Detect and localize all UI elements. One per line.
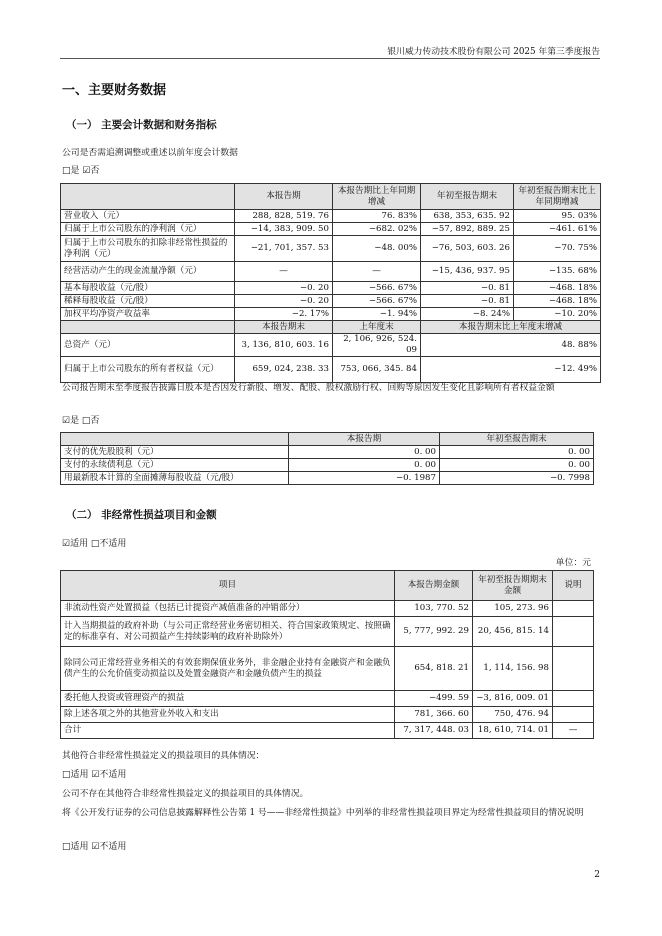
header-cell: 本报告期 (289, 433, 440, 446)
header-cell: 年初至报告期末比上年同期增减 (514, 184, 601, 210)
cell-value: 103, 770. 52 (395, 601, 473, 617)
cell-value: — (333, 262, 421, 282)
subsection-title-1: （一） 主要会计数据和财务指标 (66, 119, 217, 131)
cell-value: 638, 353, 635. 92 (421, 210, 514, 223)
cell-value (553, 617, 594, 647)
cell-value: −0. 81 (421, 295, 514, 308)
cell-value: −76, 503, 603. 26 (421, 236, 514, 262)
restate-question: 公司是否需追溯调整或重述以前年度会计数据 (62, 148, 238, 158)
cell-value: 3, 136, 810, 603. 16 (235, 334, 333, 357)
other-items-choice: □适用 ☑不适用 (62, 770, 127, 780)
row-label: 合计 (61, 723, 395, 739)
table-row (61, 357, 601, 383)
table-subheader-row (61, 321, 601, 334)
unit-label: 单位：元 (555, 558, 591, 568)
table-header-row (61, 184, 601, 210)
cell-value: −15, 436, 937. 95 (421, 262, 514, 282)
row-label: 稀释每股收益（元/股） (61, 295, 235, 308)
header-cell: 本报告期比上年同期增减 (333, 184, 421, 210)
cell-value: 654, 818. 21 (395, 647, 473, 691)
row-label: 归属于上市公司股东的净利润（元） (61, 223, 235, 236)
page-number: 2 (594, 870, 600, 880)
cell-value (553, 647, 594, 691)
cell-value: 0. 00 (289, 446, 440, 459)
row-label: 支付的优先股股利（元） (61, 446, 289, 459)
other-items-note: 其他符合非经常性损益定义的损益项目的具体情况： (62, 751, 265, 761)
table-row (61, 295, 601, 308)
row-label: 支付的永续债利息（元） (61, 459, 289, 472)
cell-value: −0. 1987 (289, 472, 440, 485)
cell-value: −70. 75% (514, 236, 601, 262)
cell-value: −135. 68% (514, 262, 601, 282)
cell-value: 5, 777, 992. 29 (395, 617, 473, 647)
cell-value: −468. 18% (514, 282, 601, 295)
cell-value: 0. 00 (289, 459, 440, 472)
table-row-total (61, 723, 594, 739)
cell-value: −14, 383, 909. 50 (235, 223, 333, 236)
header-cell (61, 321, 235, 334)
cell-value (553, 691, 594, 707)
cell-value: 659, 024, 238. 33 (235, 357, 333, 383)
header-cell (61, 184, 235, 210)
non-recurring-table (60, 570, 594, 739)
row-label: 除同公司正常经营业务相关的有效套期保值业务外，非金融企业持有金融资产和金融负债产生的公允价值变动损益以及处置金融资产和金融负债产生的损益 (61, 647, 395, 691)
cell-value: −0. 7998 (440, 472, 594, 485)
restate-choice: □是 ☑否 (62, 166, 100, 176)
header-cell: 项目 (61, 571, 395, 601)
report-title: 银川威力传动技术股份有限公司 2025 年第三季度报告 (387, 47, 600, 57)
cell-value: — (235, 262, 333, 282)
row-label: 用最新股本计算的全面摊薄每股收益（元/股） (61, 472, 289, 485)
cell-value: 95. 03% (514, 210, 601, 223)
cell-value: −48. 00% (333, 236, 421, 262)
reclassification-choice: □适用 ☑不适用 (62, 842, 127, 852)
cell-value: 0. 00 (440, 459, 594, 472)
header-cell (61, 433, 289, 446)
cell-value: −499. 59 (395, 691, 473, 707)
header-cell: 本报告期末 (235, 321, 333, 334)
row-label: 经营活动产生的现金流量净额（元） (61, 262, 235, 282)
share-change-choice: ☑是 □否 (62, 416, 100, 426)
share-change-question: 公司报告期末至季度报告披露日股本是否因发行新股、增发、配股、股权激励行权、回购等原因发生变化且影响所有者权益金额 (62, 383, 555, 393)
table-row (61, 707, 594, 723)
cell-value: 0. 00 (440, 446, 594, 459)
applicable-choice: ☑适用 □不适用 (62, 539, 127, 549)
table-row (61, 223, 601, 236)
cell-value: 76. 83% (333, 210, 421, 223)
header-cell: 年初至报告期末 (440, 433, 594, 446)
header-cell: 上年度末 (333, 321, 421, 334)
cell-value: −12. 49% (421, 357, 601, 383)
table-header-row (61, 433, 594, 446)
cell-value: 2, 106, 926, 524. 09 (333, 334, 421, 357)
header-cell: 本报告期末比上年度末增减 (421, 321, 601, 334)
cell-value: 288, 828, 519. 76 (235, 210, 333, 223)
financial-indicators-table (60, 183, 601, 383)
cell-value: 105, 273. 96 (473, 601, 553, 617)
row-label: 营业收入（元） (61, 210, 235, 223)
cell-value: −682. 02% (333, 223, 421, 236)
cell-value: −0. 20 (235, 282, 333, 295)
cell-value: 18, 610, 714. 01 (473, 723, 553, 739)
row-label: 计入当期损益的政府补助（与公司正常经营业务密切相关、符合国家政策规定、按照确定的标准享有、对公司损益产生持续影响的政府补助除外） (61, 617, 395, 647)
cell-value: −461. 61% (514, 223, 601, 236)
cell-value: −0. 20 (235, 295, 333, 308)
header-cell: 本报告期 (235, 184, 333, 210)
cell-value (553, 707, 594, 723)
cell-value: −21, 701, 357. 53 (235, 236, 333, 262)
header-cell: 说明 (553, 571, 594, 601)
header-cell: 年初至报告期期末金额 (473, 571, 553, 601)
table-row (61, 459, 594, 472)
table-header-row (61, 571, 594, 601)
cell-value: −8. 24% (421, 308, 514, 321)
row-label: 归属于上市公司股东的扣除非经常性损益的净利润（元） (61, 236, 235, 262)
cell-value: −0. 81 (421, 282, 514, 295)
table-row (61, 262, 601, 282)
table-row (61, 446, 594, 459)
cell-value: 1, 114, 156. 98 (473, 647, 553, 691)
cell-value: — (553, 723, 594, 739)
section-title: 一、主要财务数据 (62, 83, 167, 98)
page-header (60, 42, 600, 59)
cell-value: 20, 456, 815. 14 (473, 617, 553, 647)
cell-value (553, 601, 594, 617)
cell-value: 753, 066, 345. 84 (333, 357, 421, 383)
table-row (61, 210, 601, 223)
table-row (61, 601, 594, 617)
row-label: 委托他人投资或管理资产的损益 (61, 691, 395, 707)
subsection-title-2: （二） 非经常性损益项目和金额 (66, 509, 217, 521)
cell-value: 781, 366. 60 (395, 707, 473, 723)
cell-value: 7, 317, 448. 03 (395, 723, 473, 739)
row-label: 总资产（元） (61, 334, 235, 357)
table-row (61, 691, 594, 707)
table-row (61, 647, 594, 691)
table-row (61, 334, 601, 357)
row-label: 归属于上市公司股东的所有者权益（元） (61, 357, 235, 383)
cell-value: −57, 892, 889. 25 (421, 223, 514, 236)
row-label: 基本每股收益（元/股） (61, 282, 235, 295)
cell-value: 48. 88% (421, 334, 601, 357)
table-row (61, 282, 601, 295)
cell-value: −566. 67% (333, 295, 421, 308)
header-cell: 年初至报告期末 (421, 184, 514, 210)
table-row (61, 617, 594, 647)
table-row (61, 472, 594, 485)
row-label: 非流动性资产处置损益（包括已计提资产减值准备的冲销部分） (61, 601, 395, 617)
reclassification-note: 将《公开发行证券的公司信息披露解释性公告第 1 号——非经常性损益》中列举的非经常性损益项目界定为经常性损益项目的情况说明 (62, 808, 584, 818)
cell-value: −2. 17% (235, 308, 333, 321)
share-adjusted-table (60, 432, 594, 485)
cell-value: −566. 67% (333, 282, 421, 295)
row-label: 除上述各项之外的其他营业外收入和支出 (61, 707, 395, 723)
cell-value: −1. 94% (333, 308, 421, 321)
table-row (61, 308, 601, 321)
table-row (61, 236, 601, 262)
cell-value: −10. 20% (514, 308, 601, 321)
no-other-items-note: 公司不存在其他符合非经常性损益定义的损益项目的具体情况。 (62, 789, 309, 799)
header-cell: 本报告期金额 (395, 571, 473, 601)
row-label: 加权平均净资产收益率 (61, 308, 235, 321)
cell-value: 750, 476. 94 (473, 707, 553, 723)
cell-value: −3, 816, 009. 01 (473, 691, 553, 707)
cell-value: −468. 18% (514, 295, 601, 308)
